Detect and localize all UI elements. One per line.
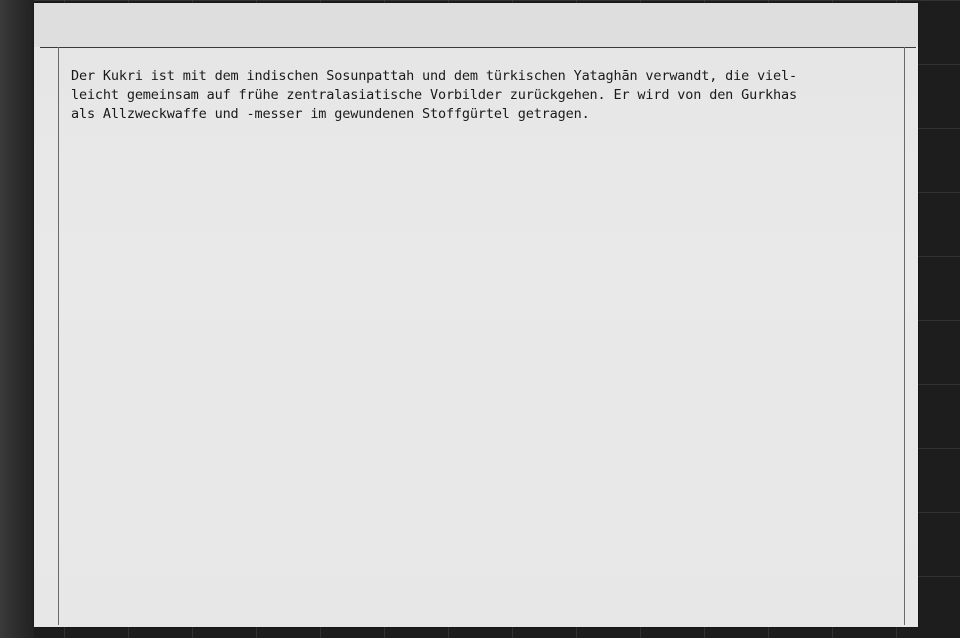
card-body-text [71, 67, 901, 124]
card-header-band [34, 3, 918, 47]
card-right-margin-rule [904, 47, 905, 625]
scanner-edge [0, 0, 34, 638]
card-text-line-2: leicht gemeinsam auf frühe zentralasiatische Vorbilder zurückgehen. Er wird von den Gurkhas [71, 87, 797, 103]
card-left-margin-rule [58, 47, 59, 625]
card-top-rule [40, 47, 916, 48]
card-text-line-1: Der Kukri ist mit dem indischen Sosunpattah und dem türkischen Yataghān verwandt, die viel- [71, 68, 797, 84]
card-text-line-3: als Allzweckwaffe und -messer im gewundenen Stoffgürtel getragen. [71, 106, 590, 122]
index-card [34, 3, 918, 627]
